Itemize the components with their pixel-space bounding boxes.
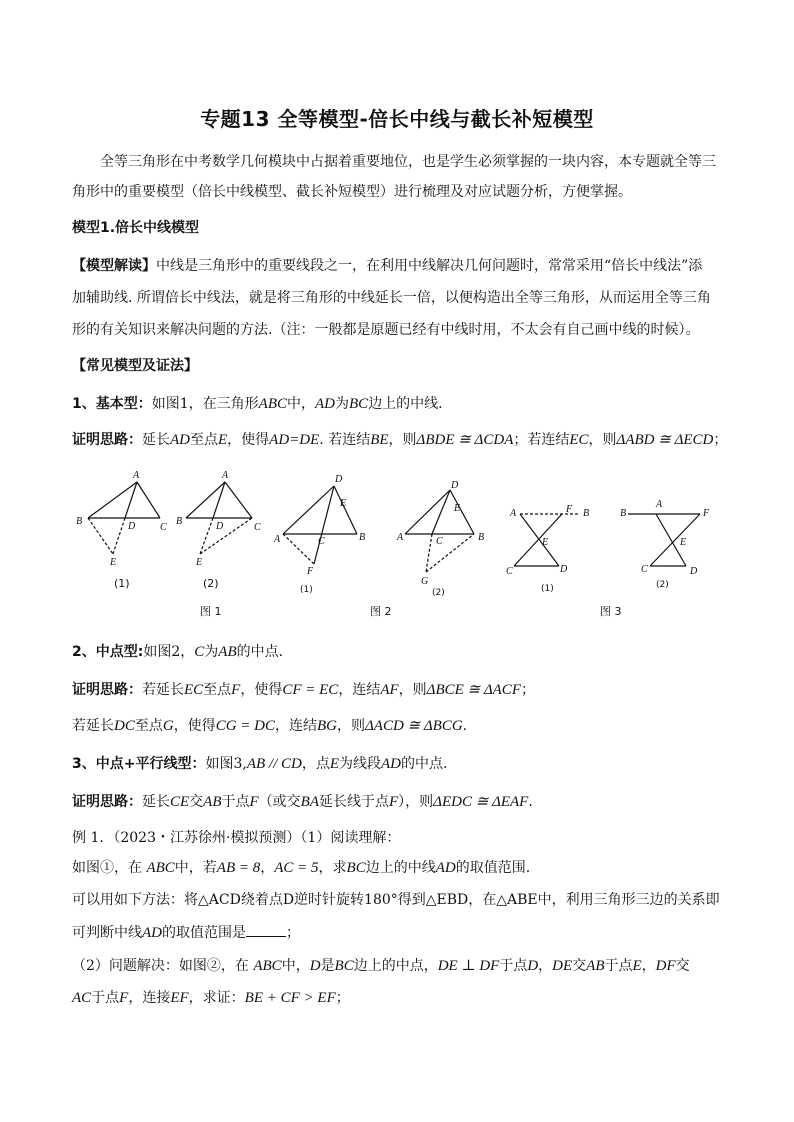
segment-be: BE (370, 432, 389, 448)
common-models-heading: 【常见模型及证法】 (72, 358, 198, 374)
example-text: 交 (675, 958, 690, 974)
inequality-formula: BE + CF > EF (244, 990, 336, 1006)
svg-text:B: B (620, 508, 627, 519)
proof-text: ，则 (588, 432, 617, 448)
segment-ec: EC (569, 432, 589, 448)
proof-text: ，使得 (173, 718, 216, 734)
item1-text: 边上的中线. (368, 396, 443, 412)
example-text: ，连接 (128, 990, 171, 1006)
equation-cg-dc: CG = DC (215, 718, 275, 734)
item1-text: 中， (287, 396, 316, 412)
page-title: 专题13 全等模型-倍长中线与截长补短模型 (200, 107, 594, 131)
segment-de: DE (552, 958, 573, 974)
proof-text: ；若连结 (513, 432, 570, 448)
svg-text:A: A (510, 508, 517, 519)
example-line-4 (72, 922, 732, 943)
svg-text:B: B (359, 532, 366, 543)
proof-text: ； (520, 682, 535, 698)
svg-text:C: C (436, 536, 443, 547)
segment-bc: BC (349, 396, 369, 412)
svg-text:D: D (560, 564, 568, 575)
svg-text:F: F (703, 508, 710, 519)
example-text: 是 (320, 958, 335, 974)
item1-text: 为 (335, 396, 350, 412)
proof-text: 交 (189, 794, 204, 810)
point-f: F (389, 794, 399, 810)
segment-ad: AD (381, 756, 402, 772)
svg-text:D: D (451, 480, 459, 491)
figure1-diagram-1 (88, 482, 160, 554)
fig1-caption: 图 1 (200, 605, 222, 618)
svg-text:A: A (274, 534, 281, 545)
proof-text: ），则 (398, 794, 434, 810)
intro-line-1: 全等三角形在中考数学几何模块中占据着重要地位，也是学生必须掌握的一块内容，本专题就全等三 (100, 154, 716, 170)
perpendicular-formula: DE ⊥ DF (437, 958, 500, 974)
proof2-line-1 (72, 680, 732, 700)
svg-text:E: E (196, 557, 203, 568)
segment-ad: AD (142, 925, 162, 941)
point-e: E (632, 958, 642, 974)
equation-ad-de: AD=DE (269, 432, 320, 448)
proof3-line (72, 792, 732, 812)
example-text: 可判断中线 (72, 925, 142, 941)
proof2-line-2 (72, 716, 732, 736)
item3-line (72, 754, 732, 774)
svg-text:E: E (110, 557, 117, 568)
point-f: F (119, 990, 129, 1006)
proof-text: ，则 (398, 682, 427, 698)
example-line-1: 例 1．（2023・江苏徐州·模拟预测）（1）阅读理解： (72, 830, 401, 846)
segment-bc: BC (346, 860, 366, 876)
fig2-sub2-caption: (2) (432, 588, 445, 598)
svg-text:D: D (128, 521, 136, 532)
proof-text: 至点 (134, 718, 163, 734)
proof-text: 延长 (142, 794, 170, 810)
segment-df: DF (655, 958, 676, 974)
point-d: D (527, 958, 539, 974)
proof-text: 至点 (203, 682, 232, 698)
example-line-2 (72, 858, 732, 878)
item-text: 如图3, (205, 756, 247, 772)
item-text: 如图2， (143, 644, 195, 660)
example-text: 的取值范围是 (162, 925, 246, 941)
proof-text: 延长 (142, 432, 170, 448)
proof-text: ，连结 (274, 718, 317, 734)
fig3-sub2-caption: (2) (656, 580, 669, 590)
segment-bc: BC (334, 958, 354, 974)
proof-text: （或交 (258, 794, 301, 810)
proof-text: . (528, 794, 533, 810)
item-text: 的中点. (236, 644, 284, 660)
congruence-formula: ΔBCE ≅ ΔACF (426, 682, 521, 698)
example-text: ， (538, 958, 553, 974)
segment-ba: BA (300, 794, 319, 810)
model-reading-label: 【模型解读】 (72, 258, 156, 274)
fig1-sub1-caption: (1) (114, 577, 130, 590)
svg-text:C: C (318, 536, 325, 547)
figure3-diagram-2 (628, 514, 700, 566)
model-reading-line-3: 形的有关知识来解决问题的方法.（注：一般都是原题已经有中线时用，不太会有自己画中线的时候）。 (72, 322, 700, 338)
item1-text: 如图1，在三角形 (151, 396, 259, 412)
example-text: 于点 (91, 990, 120, 1006)
figures-strip (0, 462, 794, 622)
svg-text:C: C (254, 522, 261, 533)
svg-text:B: B (176, 516, 183, 527)
svg-text:E: E (340, 498, 347, 509)
equation-cf-ec: CF = EC (282, 682, 339, 698)
congruence-formula: ΔABD ≅ ΔECD (616, 432, 714, 448)
svg-text:B: B (478, 532, 485, 543)
model-reading-line-1 (72, 256, 732, 276)
svg-text:F: F (566, 504, 573, 515)
proof-text: . 若连结 (319, 432, 371, 448)
segment-ab: AB (586, 958, 605, 974)
example-text: ， (641, 958, 656, 974)
proof1-line (72, 430, 732, 450)
intro-line-2: 角形中的重要模型（倍长中线模型、截长补短模型）进行梳理及对应试题分析，方便掌握。 (72, 184, 632, 200)
segment-ef: EF (170, 990, 189, 1006)
example-text: 中， (281, 958, 310, 974)
example-text: 如图①，在 (72, 860, 147, 876)
example-text: 边上的中点， (353, 958, 438, 974)
example-text: ； (335, 990, 350, 1006)
point-f: F (249, 794, 259, 810)
item-text: 的中点. (401, 756, 448, 772)
fig3-sub1-caption: (1) (541, 584, 554, 594)
segment-dc: DC (114, 718, 135, 734)
equation-ab: AB = 8 (216, 860, 261, 876)
figure2-diagram-2 (405, 490, 474, 572)
item-text: 为线段 (339, 756, 382, 772)
segment-ac: AC (72, 990, 92, 1006)
point-e: E (329, 756, 340, 772)
item2-label: 2、中点型: (72, 644, 144, 660)
svg-text:A: A (397, 532, 404, 543)
item1-line (72, 394, 732, 414)
triangle-abc: ABC (253, 958, 282, 974)
svg-text:D: D (335, 474, 343, 485)
proof-text: 若延长 (72, 718, 114, 734)
svg-text:E: E (542, 537, 549, 548)
item2-line (72, 642, 732, 662)
example-text: 的取值范围. (455, 860, 531, 876)
proof2-label: 证明思路： (72, 682, 142, 698)
segment-af: AF (380, 682, 399, 698)
example-text: 边上的中线 (365, 860, 436, 876)
svg-text:D: D (690, 566, 698, 577)
svg-text:B: B (76, 516, 83, 527)
proof-text: . (462, 718, 468, 734)
model-reading-text: 中线是三角形中的重要线段之一，在利用中线解决几何问题时，常常采用“倍长中线法”添 (156, 258, 703, 274)
fig3-caption: 图 3 (600, 605, 622, 618)
proof-text: ； (713, 432, 728, 448)
congruence-formula: ΔBDE ≅ ΔCDA (416, 432, 514, 448)
point-f: F (231, 682, 241, 698)
proof-text: 至点 (190, 432, 218, 448)
example-text: 中，若 (174, 860, 217, 876)
svg-text:D: D (216, 521, 224, 532)
proof3-label: 证明思路： (72, 794, 142, 810)
proof-text: ，使得 (240, 682, 283, 698)
parallel-formula: AB // CD (246, 756, 302, 772)
fig2-sub1-caption: (1) (300, 585, 313, 595)
point-d: D (309, 958, 321, 974)
point-g: G (162, 718, 174, 734)
segment-ad: AD (315, 396, 336, 412)
segment-ec: EC (184, 682, 204, 698)
svg-text:C: C (506, 566, 513, 577)
svg-text:B: B (583, 508, 590, 519)
example-text: ，求证： (188, 990, 245, 1006)
figure1-diagram-2 (186, 482, 252, 554)
model-reading-line-2: 加辅助线. 所谓倍长中线法，就是将三角形的中线延长一倍，以便构造出全等三角形，从而运用全等三角 (72, 290, 711, 306)
item1-label: 1、基本型： (72, 396, 152, 412)
answer-blank[interactable] (246, 922, 286, 937)
triangle-abc: ABC (146, 860, 175, 876)
proof-text: 延长线于点 (319, 794, 389, 810)
svg-text:A: A (133, 470, 140, 481)
proof-text: ，连结 (338, 682, 381, 698)
example-text: ， (260, 860, 275, 876)
svg-text:E: E (680, 537, 687, 548)
svg-text:A: A (656, 499, 663, 510)
proof-text: ，使得 (227, 432, 270, 448)
proof-text: ，则 (336, 718, 365, 734)
example-text: 于点 (499, 958, 528, 974)
svg-text:E: E (454, 503, 461, 514)
proof-text: ，则 (388, 432, 417, 448)
model1-heading: 模型1.倍长中线模型 (72, 220, 200, 236)
example-text: ； (286, 925, 300, 941)
equation-ac: AC = 5 (274, 860, 319, 876)
segment-bg: BG (316, 718, 337, 734)
example-text: 交 (572, 958, 587, 974)
congruence-formula: ΔEDC ≅ ΔEAF (433, 794, 529, 810)
example-text: 于点 (604, 958, 633, 974)
congruence-formula: ΔACD ≅ ΔBCG (364, 718, 463, 734)
item3-label: 3、中点+平行线型： (72, 756, 206, 772)
svg-text:F: F (307, 566, 314, 577)
segment-ab: AB (203, 794, 222, 810)
item-text: 为 (204, 644, 219, 660)
svg-text:G: G (421, 576, 429, 587)
segment-ab: AB (218, 644, 237, 660)
triangle-abc: ABC (258, 396, 288, 412)
svg-text:A: A (222, 470, 229, 481)
segment-ad: AD (170, 432, 190, 448)
example-line-3: 可以用如下方法：将△ACD绕着点D逆时针旋转180°得到△EBD，在△ABE中，利用三角形三边的关系即 (72, 892, 720, 908)
example-line-5 (72, 956, 732, 976)
point-c: C (194, 644, 205, 660)
example-text: （2）问题解决：如图②，在 (72, 958, 254, 974)
fig2-caption: 图 2 (370, 605, 392, 618)
fig1-sub2-caption: (2) (203, 577, 219, 590)
svg-text:C: C (160, 522, 167, 533)
svg-text:C: C (641, 564, 648, 575)
segment-ad: AD (435, 860, 456, 876)
segment-ce: CE (170, 794, 190, 810)
item-text: ，点 (301, 756, 330, 772)
proof-text: 若延长 (142, 682, 184, 698)
point-e: E (218, 432, 228, 448)
example-text: ，求 (318, 860, 347, 876)
proof-text: 于点 (221, 794, 250, 810)
example-line-6 (72, 988, 732, 1008)
proof1-label: 证明思路： (72, 432, 142, 448)
